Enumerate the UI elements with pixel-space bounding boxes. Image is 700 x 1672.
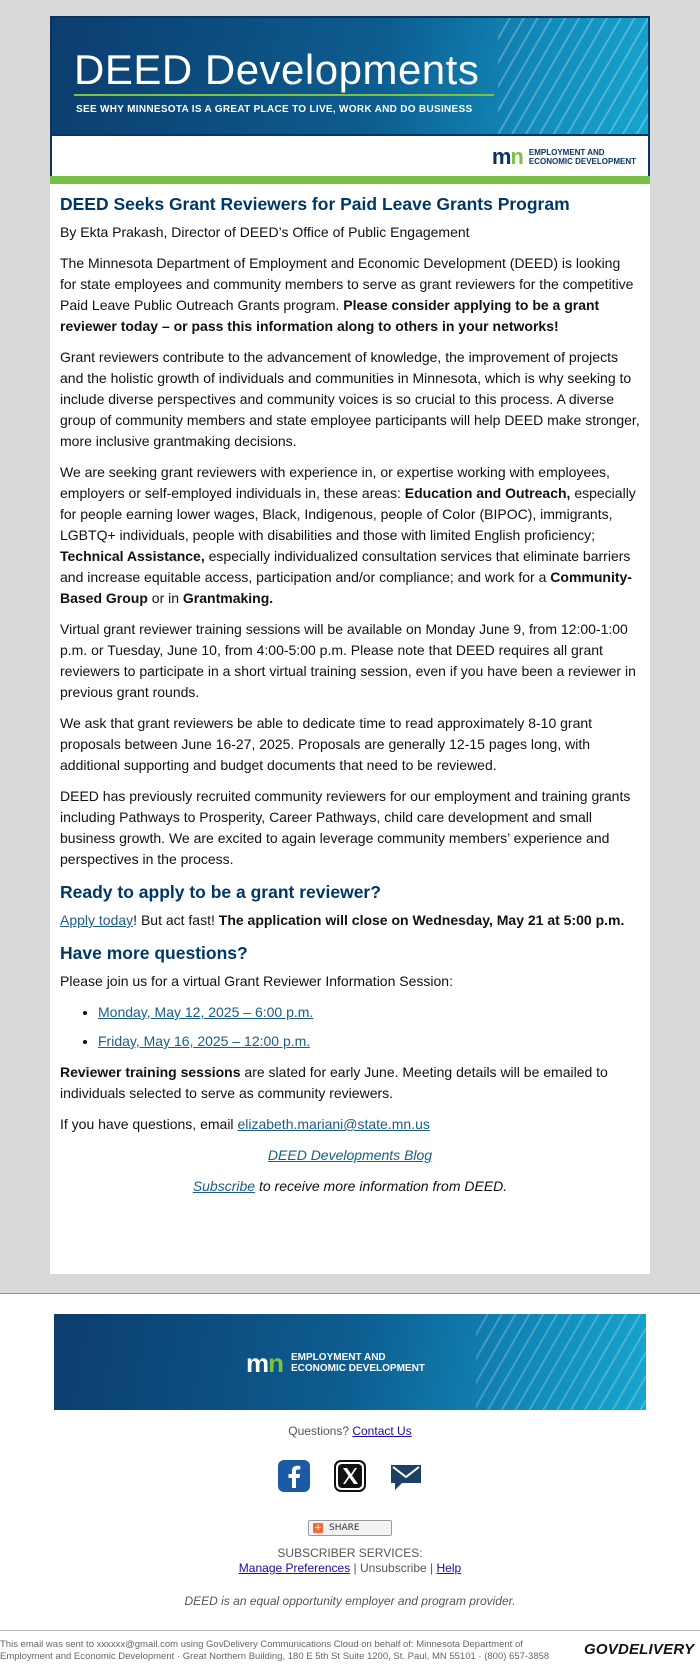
seeking-text-a: We are seeking grant reviewers with experience in, or expertise working with employees, employers or self-employed individuals in, these areas: (60, 464, 610, 501)
session-link-may-16[interactable]: Friday, May 16, 2025 – 12:00 p.m. (98, 1033, 311, 1049)
facebook-icon[interactable] (276, 1458, 312, 1494)
seeking-technical: Technical Assistance, (60, 548, 205, 564)
newsletter-tagline: SEE WHY MINNESOTA IS A GREAT PLACE TO LIVE, WORK AND DO BUSINESS (76, 104, 473, 115)
x-twitter-icon[interactable] (332, 1458, 368, 1494)
questions-text: Questions? (288, 1424, 353, 1438)
paragraph-dedicate: We ask that grant reviewers be able to dedicate time to read approximately 8-10 grant proposals between June 16-27, 2025. Proposals are generally 12-15 pages long, with additional supporting and budget documents that need to be reviewed. (60, 715, 593, 773)
apply-text: ! But act fast! (133, 912, 219, 928)
subscribe-paragraph (60, 1176, 640, 1197)
training-bold: Reviewer training sessions (60, 1064, 241, 1080)
logo-bar (50, 136, 650, 176)
paragraph-training: Virtual grant reviewer training sessions will be available on Monday June 9, from 12:00-1:00 p.m. or Tuesday, June 10, from 4:00-5:00 p.m. Please note that DEED requires all grant reviewers to participate in a short virtual training session, even if you have been a reviewer in previous grant rounds. (60, 621, 636, 700)
subscribe-text: to receive more information from DEED. (255, 1178, 508, 1194)
separator: | (350, 1561, 360, 1575)
subscriber-services (0, 1546, 700, 1576)
list-item (98, 1031, 640, 1052)
share-plus-icon: + (314, 1523, 322, 1533)
contact-us-link[interactable]: Contact Us (352, 1424, 412, 1438)
article-heading: DEED Seeks Grant Reviewers for Paid Leave Grants Program (60, 194, 570, 214)
sender-info: This email was sent to xxxxxx@gmail.com using GovDelivery Communications Cloud on behalf of: Minnesota Department of Employment and Economic Development · Great Northern Building, 180 E 5th St Suite 1200, St. Paul, MN 55101 · (800) 657-3858 (0, 1639, 550, 1662)
training-text: are slated for early June. Meeting details will be emailed to individuals selected to serve as community reviewers. (60, 1064, 608, 1101)
header-banner (50, 16, 650, 136)
questions-heading: Have more questions? (60, 943, 248, 963)
govdelivery-logo: GOVDELIVERY (584, 1641, 695, 1658)
share-button[interactable] (308, 1520, 392, 1536)
eeo-statement: DEED is an equal opportunity employer and program provider. (184, 1594, 516, 1608)
subscriber-title: SUBSCRIBER SERVICES: (277, 1546, 423, 1560)
footer-banner (54, 1314, 646, 1410)
paragraph-history: DEED has previously recruited community reviewers for our employment and training grants including Pathways to Prosperity, Career Pathways, child care development and small business growth. We are excited to again leverage community members’ experience and perspectives in the process. (60, 788, 631, 867)
org-name (529, 148, 636, 166)
apply-today-link[interactable]: Apply today (60, 912, 134, 928)
seeking-text-e: especially individualized consultation services that eliminate barriers and increase equitable access, participation and/or compliance; and work for a (60, 548, 631, 585)
footer-banner-stripes (476, 1314, 646, 1410)
deadline-text: The application will close on Wednesday, May 21 at 5:00 p.m. (218, 912, 625, 928)
manage-preferences-link[interactable]: Manage Preferences (238, 1561, 351, 1575)
intro-text: The Minnesota Department of Employment and Economic Development (DEED) is looking for state employees and community members to serve as grant reviewers for the competitive Paid Leave Public Outreach Grants program. (60, 255, 634, 313)
mn-logo-icon: mn (491, 144, 523, 169)
help-link[interactable]: Help (436, 1561, 462, 1575)
session-link-may-12[interactable]: Monday, May 12, 2025 – 6:00 p.m. (98, 1004, 314, 1020)
apply-heading: Ready to apply to be a grant reviewer? (60, 882, 381, 902)
org-line-1: EMPLOYMENT AND (528, 148, 605, 157)
session-list (98, 1002, 640, 1052)
deed-logo (492, 146, 636, 168)
apply-paragraph (60, 910, 640, 931)
title-underline (74, 94, 494, 96)
footer-org-line-1: EMPLOYMENT AND (291, 1352, 386, 1363)
newsletter-title: DEED Developments (74, 46, 480, 93)
paragraph-contribution: Grant reviewers contribute to the advancement of knowledge, the improvement of projects and the holistic growth of individuals and communities in Minnesota, which is why seeking to include diverse perspectives and community voices is so crucial to this process. A diverse group of community members and state employee participants will help DEED make stronger, more inclusive grantmaking decisions. (60, 349, 640, 449)
seeking-community: Community-Based Group (60, 569, 632, 606)
share-label: SHARE (329, 1523, 360, 1533)
footer (0, 1293, 700, 1672)
list-item (98, 1002, 640, 1023)
paragraph-intro (60, 253, 640, 337)
footer-org-name (291, 1352, 425, 1374)
banner-stripes (498, 18, 648, 136)
email-link[interactable]: elizabeth.mariani@state.mn.us (237, 1116, 430, 1132)
seeking-text-g: or in (147, 590, 183, 606)
intro-bold: Please consider applying to be a grant reviewer today – or pass this information along to others in your networks! (60, 297, 600, 334)
email-text: If you have questions, email (60, 1116, 238, 1132)
blog-link[interactable]: DEED Developments Blog (267, 1147, 433, 1163)
subscribe-link[interactable]: Subscribe (192, 1178, 256, 1194)
newsletter-card (50, 16, 650, 1274)
mn-logo-icon: mn (246, 1348, 284, 1378)
green-divider (50, 176, 650, 184)
article-body (50, 184, 650, 1197)
social-links (276, 1458, 424, 1494)
org-line-2: ECONOMIC DEVELOPMENT (528, 157, 636, 166)
separator: | (426, 1561, 437, 1575)
footer-deed-logo (246, 1350, 425, 1376)
seeking-education: Education and Outreach, (404, 485, 571, 501)
seeking-text-c: especially for people earning lower wages, Black, Indigenous, people of Color (BIPOC), immigrants, LGBTQ+ individuals, people with disabilities and those with limited English proficiency; (60, 485, 636, 543)
seeking-grantmaking: Grantmaking. (182, 590, 274, 606)
training-note (60, 1062, 640, 1104)
subscriber-links (0, 1561, 700, 1576)
email-paragraph (60, 1114, 640, 1135)
email-share-icon[interactable] (388, 1458, 424, 1494)
paragraph-seeking (60, 462, 640, 609)
blog-paragraph (60, 1145, 640, 1166)
join-text: Please join us for a virtual Grant Reviewer Information Session: (60, 973, 453, 989)
unsubscribe-link[interactable]: Unsubscribe (360, 1561, 427, 1575)
questions-line (0, 1424, 700, 1438)
byline: By Ekta Prakash, Director of DEED’s Office of Public Engagement (60, 224, 470, 240)
footer-org-line-2: ECONOMIC DEVELOPMENT (291, 1363, 425, 1374)
fineprint-divider (0, 1630, 700, 1631)
